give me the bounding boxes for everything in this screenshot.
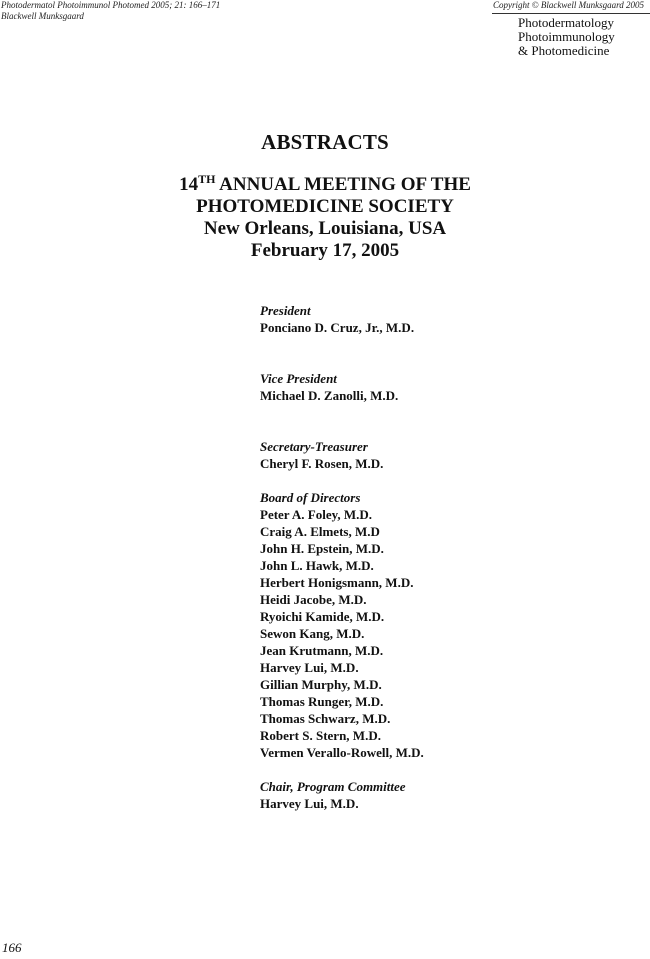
board-member: Thomas Schwarz, M.D. [260, 711, 391, 726]
chair-label: Chair, Program Committee [260, 779, 406, 794]
running-header-left [1, 0, 220, 22]
board-member: Craig A. Elmets, M.D [260, 524, 380, 539]
journal-logo-line-1: Photodermatology [518, 15, 615, 30]
journal-logo-line-3: & Photomedicine [518, 43, 610, 58]
meeting-line-1-text: ANNUAL MEETING OF THE [215, 174, 471, 195]
page-number: 166 [2, 940, 22, 955]
copyright-notice: Copyright © Blackwell Munksgaard 2005 [493, 0, 644, 10]
meeting-heading [0, 174, 650, 262]
publisher: Blackwell Munksgaard [1, 11, 84, 21]
president-name: Ponciano D. Cruz, Jr., M.D. [260, 320, 415, 335]
secretary-name: Cheryl F. Rosen, M.D. [260, 456, 384, 471]
board-member: Robert S. Stern, M.D. [260, 728, 381, 743]
meeting-location: New Orleans, Louisiana, USA [203, 218, 447, 239]
board-member: Herbert Honigsmann, M.D. [260, 575, 414, 590]
board-member: Vermen Verallo-Rowell, M.D. [260, 745, 424, 760]
meeting-line-1 [0, 174, 650, 196]
board-member: John H. Epstein, M.D. [260, 541, 384, 556]
journal-logo [518, 16, 615, 58]
meeting-date: February 17, 2005 [250, 240, 400, 261]
board-member: Thomas Runger, M.D. [260, 694, 384, 709]
page-title: ABSTRACTS [261, 130, 389, 154]
president-label: President [260, 303, 311, 318]
board-member: John L. Hawk, M.D. [260, 558, 374, 573]
meeting-line-2: PHOTOMEDICINE SOCIETY [196, 196, 454, 217]
board-label: Board of Directors [260, 490, 361, 505]
vice-president-label: Vice President [260, 371, 337, 386]
board-member: Ryoichi Kamide, M.D. [260, 609, 385, 624]
board-member: Peter A. Foley, M.D. [260, 507, 373, 522]
meeting-ordinal-suffix: TH [198, 172, 216, 186]
board-member: Harvey Lui, M.D. [260, 660, 359, 675]
vice-president-name: Michael D. Zanolli, M.D. [260, 388, 399, 403]
secretary-label: Secretary-Treasurer [260, 439, 368, 454]
header-rule [492, 13, 650, 14]
board-member: Jean Krutmann, M.D. [260, 643, 384, 658]
officers-list [260, 302, 424, 812]
board-member: Sewon Kang, M.D. [260, 626, 365, 641]
meeting-ordinal: 14 [179, 174, 199, 195]
board-member: Gillian Murphy, M.D. [260, 677, 382, 692]
citation: Photodermatol Photoimmunol Photomed 2005; 21: 166–171 [1, 0, 221, 10]
board-member: Heidi Jacobe, M.D. [260, 592, 367, 607]
journal-logo-line-2: Photoimmunology [518, 29, 615, 44]
chair-name: Harvey Lui, M.D. [260, 796, 359, 811]
